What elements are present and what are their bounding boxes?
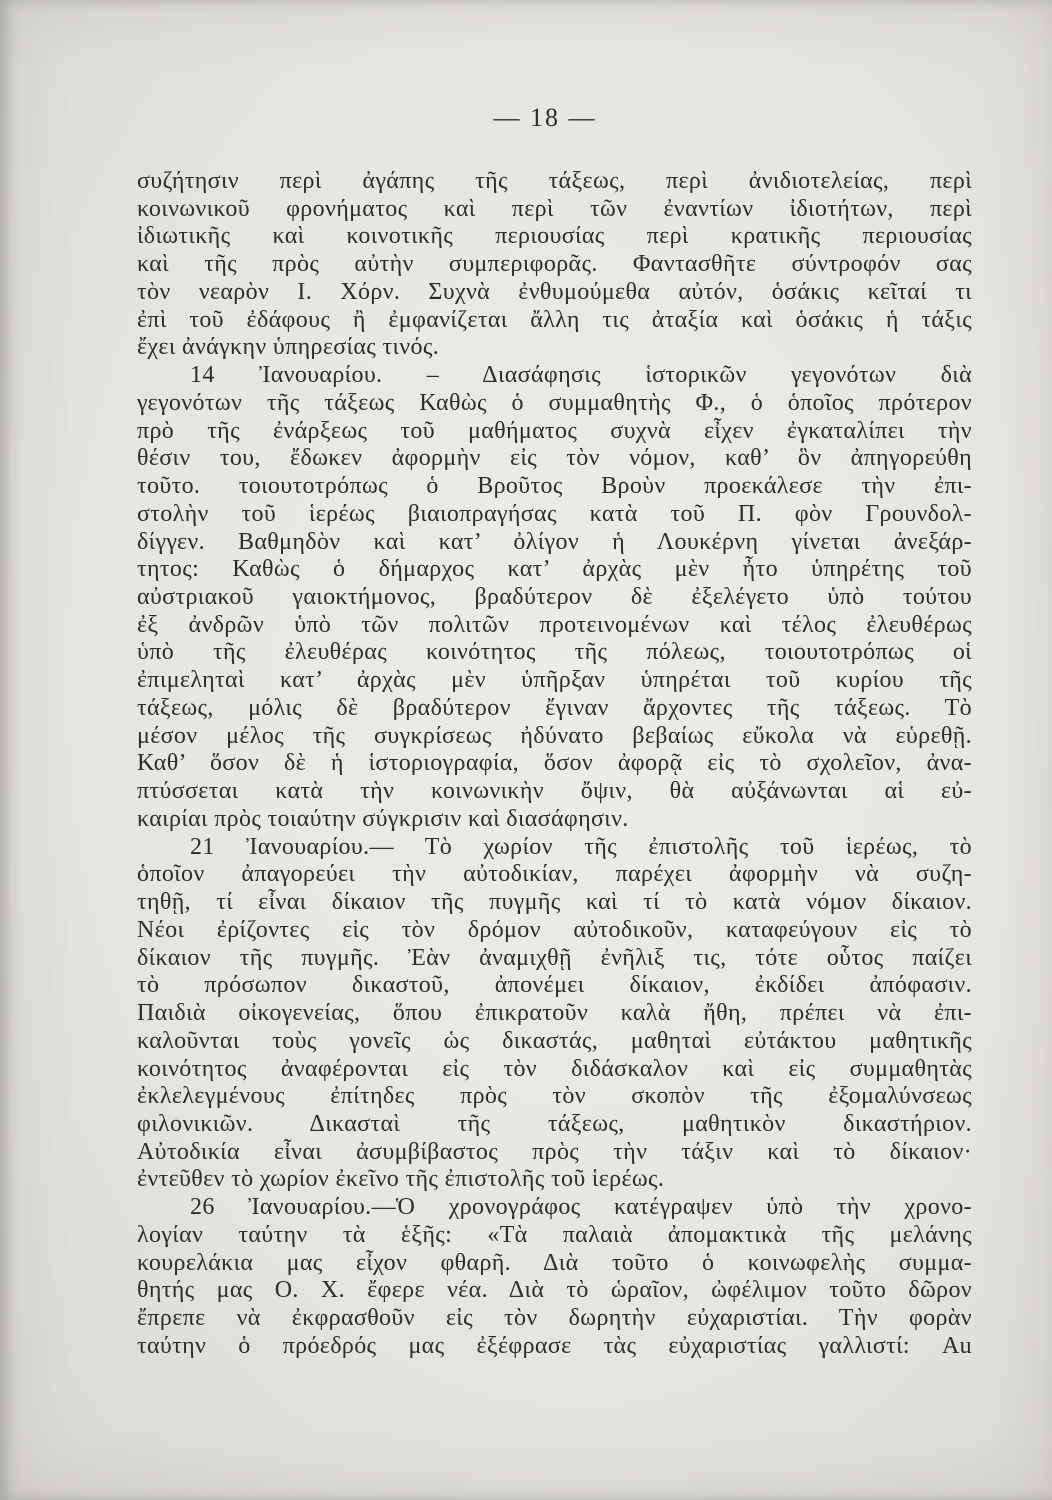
text-line: κοινότητος ἀναφέρονται εἰς τὸν διδάσκαλον καὶ εἰς συμμαθητὰς: [137, 1055, 972, 1082]
text-line: τάξεως, μόλις δὲ βραδύτερον ἔγιναν ἄρχοντες τῆς τάξεως. Τὸ: [137, 694, 972, 721]
text-line: τοῦτο. τοιουτοτρόπως ὁ Βροῦτος Βροὺν προεκάλεσε τὴν ἐπι-: [137, 473, 972, 500]
text-line: στολὴν τοῦ ἱερέως βιαιοπραγήσας κατὰ τοῦ Π. φὸν Γρουνδολ-: [137, 500, 972, 527]
paragraph: [137, 362, 972, 833]
text-line: 21 Ἰανουαρίου.— Τὸ χωρίον τῆς ἐπιστολῆς τοῦ ἱερέως, τὸ: [190, 833, 972, 860]
text-line: ἐπὶ τοῦ ἐδάφους ἢ ἐμφανίζεται ἄλλη τις ἀταξία καὶ ὁσάκις ἡ τάξις: [137, 306, 972, 333]
paragraph: [137, 834, 972, 1195]
text-line: λογίαν ταύτην τὰ ἑξῆς: «Τὰ παλαιὰ ἀπομακτικὰ τῆς μελάνης: [137, 1221, 972, 1248]
text-line: τητος: Καθὼς ὁ δήμαρχος κατ’ ἀρχὰς μὲν ἦτο ὑπηρέτης τοῦ: [137, 556, 972, 583]
text-line: ἐπιμεληταὶ κατ’ ἀρχὰς μὲν ὑπῆρξαν ὑπηρέται τοῦ κυρίου τῆς: [137, 667, 972, 694]
text-line: καὶ τῆς πρὸς αὐτὴν συμπεριφορᾶς. Φαντασθῆτε σύντροφόν σας: [137, 251, 972, 278]
text-line: Καθ’ ὅσον δὲ ἡ ἱστοριογραφία, ὅσον ἀφορᾷ εἰς τὸ σχολεῖον, ἀνα-: [137, 750, 972, 777]
text-line: ἔχει ἀνάγκην ὑπηρεσίας τινός.: [137, 334, 440, 361]
text-line: πρὸ τῆς ἐνάρξεως τοῦ μαθήματος συχνὰ εἶχεν ἐγκαταλίπει τὴν: [137, 417, 972, 444]
text-line: τὸ πρόσωπον δικαστοῦ, ἀπονέμει δίκαιον, ἐκδίδει ἀπόφασιν.: [137, 972, 972, 999]
text-line: Αὐτοδικία εἶναι ἀσυμβίβαστος πρὸς τὴν τάξιν καὶ τὸ δίκαιον·: [137, 1138, 972, 1165]
text-line: τὸν νεαρὸν Ι. Χόρν. Συχνὰ ἐνθυμούμεθα αὐτόν, ὁσάκις κεῖταί τι: [137, 278, 972, 305]
text-line: 26 Ἰανουαρίου.—Ὁ χρονογράφος κατέγραψεν ὑπὸ τὴν χρονο-: [190, 1194, 972, 1221]
text-line: ἔπρεπε νὰ ἐκφρασθοῦν εἰς τὸν δωρητὴν εὐχαριστίαι. Τὴν φορὰν: [137, 1305, 972, 1332]
text-line: θητής μας Ο. Χ. ἔφερε νέα. Διὰ τὸ ὡραῖον, ὠφέλιμον τοῦτο δῶρον: [137, 1277, 972, 1304]
text-line: 14 Ἰανουαρίου. – Διασάφησις ἱστορικῶν γεγονότων διὰ: [190, 362, 972, 389]
text-line: ταύτην ὁ πρόεδρός μας ἐξέφρασε τὰς εὐχαριστίας γαλλιστί: Au: [137, 1332, 972, 1359]
text-line: θέσιν του, ἔδωκεν ἀφορμὴν εἰς τὸν νόμον, καθ’ ὃν ἀπηγορεύθη: [137, 445, 972, 472]
text-line: καιρίαι πρὸς τοιαύτην σύγκρισιν καὶ διασάφησιν.: [137, 805, 629, 832]
text-line: συζήτησιν περὶ ἀγάπης τῆς τάξεως, περὶ ἀνιδιοτελείας, περὶ: [137, 168, 972, 194]
text-line: ἐξ ἀνδρῶν ὑπὸ τῶν πολιτῶν προτεινομένων καὶ τέλος ἐλευθέρως: [137, 611, 972, 638]
text-line: ἰδιωτικῆς καὶ κοινοτικῆς περιουσίας περὶ κρατικῆς περιουσίας: [137, 223, 972, 250]
text-line: Παιδιὰ οἰκογενείας, ὅπου ἐπικρατοῦν καλὰ ἤθη, πρέπει νὰ ἐπι-: [137, 1000, 972, 1027]
paragraph: [137, 1194, 972, 1360]
paragraph: [137, 168, 972, 362]
text-line: τηθῇ, τί εἶναι δίκαιον τῆς πυγμῆς καὶ τί τὸ κατὰ νόμον δίκαιον.: [137, 889, 972, 916]
text-line: κουρελάκια μας εἶχον φθαρῆ. Διὰ τοῦτο ὁ κοινωφελὴς συμμα-: [137, 1249, 972, 1276]
text-line: ἐκλελεγμένους ἐπίτηδες πρὸς τὸν σκοπὸν τῆς ἐξομαλύνσεως: [137, 1083, 972, 1110]
text-line: ὁποῖον ἀπαγορεύει τὴν αὐτοδικίαν, παρέχει ἀφορμὴν νὰ συζη-: [137, 861, 972, 888]
text-line: αὐστριακοῦ γαιοκτήμονος, βραδύτερον δὲ ἐξελέγετο ὑπὸ τούτου: [137, 584, 972, 611]
text-line: κοινωνικοῦ φρονήματος καὶ περὶ τῶν ἐναντίων ἰδιοτήτων, περὶ: [137, 195, 972, 222]
text-line: φιλονικιῶν. Δικασταὶ τῆς τάξεως, μαθητικὸν δικαστήριον.: [137, 1110, 972, 1137]
text-line: γεγονότων τῆς τάξεως Καθὼς ὁ συμμαθητὴς Φ., ὁ ὁποῖος πρότερον: [137, 389, 972, 416]
text-line: μέσον μέλος τῆς συγκρίσεως ἠδύνατο βεβαίως εὔκολα νὰ εὑρεθῇ.: [137, 722, 972, 749]
page-number: — 18 —: [493, 103, 597, 132]
text-line: δίγγεν. Βαθμηδὸν καὶ κατ’ ὀλίγον ἡ Λουκέρνη γίνεται ἀνεξάρ-: [137, 528, 972, 555]
text-line: Νέοι ἐρίζοντες εἰς τὸν δρόμον αὐτοδικοῦν, καταφεύγουν εἰς τὸ: [137, 916, 972, 943]
text-line: ὑπὸ τῆς ἐλευθέρας κοινότητος τῆς πόλεως, τοιουτοτρόπως οἱ: [137, 639, 972, 666]
text-block: [137, 168, 972, 1361]
text-line: πτύσσεται κατὰ τὴν κοινωνικὴν ὄψιν, θὰ αὐξάνωνται αἱ εὐ-: [137, 778, 972, 805]
text-line: καλοῦνται τοὺς γονεῖς ὡς δικαστάς, μαθηταὶ εὐτάκτου μαθητικῆς: [137, 1027, 972, 1054]
text-line: δίκαιον τῆς πυγμῆς. Ἐὰν ἀναμιχθῇ ἐνῆλιξ τις, τότε οὗτος παίζει: [137, 944, 972, 971]
text-line: ἐντεῦθεν τὸ χωρίον ἐκεῖνο τῆς ἐπιστολῆς τοῦ ἱερέως.: [137, 1166, 665, 1193]
